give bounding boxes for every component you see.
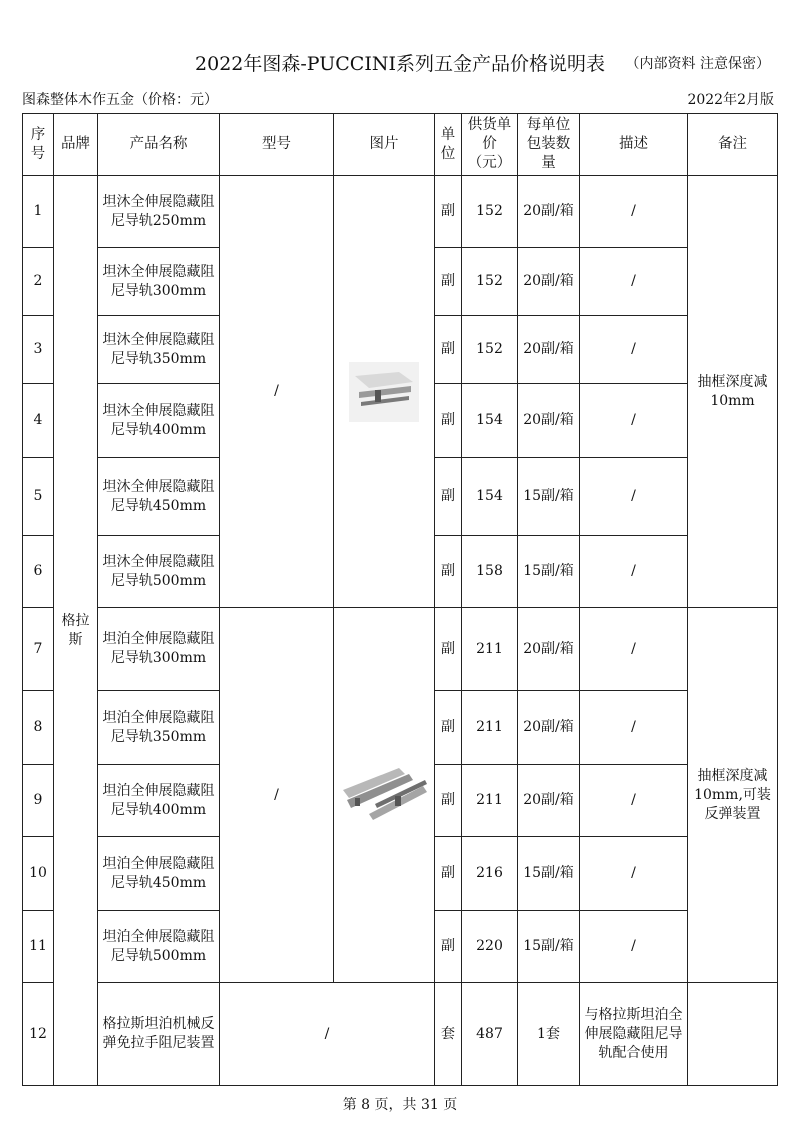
product-name: 坦泊全伸展隐藏阻尼导轨500mm (98, 911, 220, 983)
unit-cell: 副 (435, 837, 462, 911)
product-name: 坦沐全伸展隐藏阻尼导轨350mm (98, 316, 220, 384)
price-cell: 487 (462, 983, 518, 1086)
remark-cell: 抽框深度减10mm,可装反弹装置 (688, 608, 778, 983)
slide-rail-image (339, 760, 429, 830)
description-cell: / (580, 911, 688, 983)
pack-qty-cell: 20副/箱 (518, 316, 580, 384)
table-row (23, 983, 778, 1086)
model-cell: / (220, 608, 334, 983)
confidential-note: （内部资料 注意保密） (625, 56, 770, 72)
row-number: 12 (23, 983, 54, 1086)
price-cell: 152 (462, 316, 518, 384)
row-number: 7 (23, 608, 54, 691)
column-header-product-name: 产品名称 (98, 114, 220, 176)
product-name: 坦沐全伸展隐藏阻尼导轨400mm (98, 384, 220, 458)
description-cell: / (580, 458, 688, 536)
column-header-no: 序号 (23, 114, 54, 176)
row-number: 5 (23, 458, 54, 536)
product-image-cell (334, 608, 435, 983)
description-cell: / (580, 176, 688, 248)
unit-cell: 副 (435, 608, 462, 691)
unit-cell: 副 (435, 536, 462, 608)
column-header-pack-qty: 每单位包装数量 (518, 114, 580, 176)
description-cell: / (580, 248, 688, 316)
column-header-price: 供货单价（元） (462, 114, 518, 176)
model-image-cell: / (220, 983, 435, 1086)
description-cell: / (580, 837, 688, 911)
product-name: 坦沐全伸展隐藏阻尼导轨300mm (98, 248, 220, 316)
unit-cell: 副 (435, 176, 462, 248)
product-image-cell (334, 176, 435, 608)
remark-cell (688, 983, 778, 1086)
price-cell: 154 (462, 458, 518, 536)
pack-qty-cell: 1套 (518, 983, 580, 1086)
table-row (23, 608, 778, 691)
category-label: 图森整体木作五金（价格：元） (22, 92, 218, 108)
unit-cell: 副 (435, 691, 462, 765)
price-cell: 152 (462, 176, 518, 248)
remark-cell: 抽框深度减10mm (688, 176, 778, 608)
column-header-description: 描述 (580, 114, 688, 176)
pack-qty-cell: 20副/箱 (518, 176, 580, 248)
price-cell: 211 (462, 691, 518, 765)
document-title-block (0, 49, 800, 76)
unit-cell: 副 (435, 248, 462, 316)
product-name: 格拉斯坦泊机械反弹免拉手阻尼装置 (98, 983, 220, 1086)
unit-cell: 副 (435, 911, 462, 983)
description-cell: / (580, 765, 688, 837)
pack-qty-cell: 20副/箱 (518, 765, 580, 837)
price-cell: 216 (462, 837, 518, 911)
row-number: 1 (23, 176, 54, 248)
description-cell: / (580, 691, 688, 765)
pack-qty-cell: 20副/箱 (518, 691, 580, 765)
unit-cell: 套 (435, 983, 462, 1086)
row-number: 8 (23, 691, 54, 765)
description-cell: / (580, 608, 688, 691)
price-cell: 152 (462, 248, 518, 316)
unit-cell: 副 (435, 458, 462, 536)
price-cell: 211 (462, 608, 518, 691)
row-number: 2 (23, 248, 54, 316)
edition-label: 2022年2月版 (687, 92, 774, 108)
price-cell: 158 (462, 536, 518, 608)
pack-qty-cell: 20副/箱 (518, 248, 580, 316)
description-cell: / (580, 536, 688, 608)
column-header-remark: 备注 (688, 114, 778, 176)
table-header-row (23, 114, 778, 176)
pack-qty-cell: 20副/箱 (518, 608, 580, 691)
brand-cell: 格拉斯 (54, 176, 98, 1086)
row-number: 6 (23, 536, 54, 608)
model-cell: / (220, 176, 334, 608)
row-number: 11 (23, 911, 54, 983)
description-cell: / (580, 316, 688, 384)
slide-rail-image (349, 362, 419, 422)
column-header-picture: 图片 (334, 114, 435, 176)
page-footer: 第 8 页，共 31 页 (342, 1097, 458, 1113)
unit-cell: 副 (435, 316, 462, 384)
product-name: 坦沐全伸展隐藏阻尼导轨500mm (98, 536, 220, 608)
column-header-unit: 单位 (435, 114, 462, 176)
description-cell: 与格拉斯坦泊全伸展隐藏阻尼导轨配合使用 (580, 983, 688, 1086)
row-number: 10 (23, 837, 54, 911)
table-row (23, 176, 778, 248)
page-title: 2022年图森-PUCCINI系列五金产品价格说明表 (195, 53, 605, 75)
column-header-brand: 品牌 (54, 114, 98, 176)
price-cell: 154 (462, 384, 518, 458)
unit-cell: 副 (435, 384, 462, 458)
price-cell: 211 (462, 765, 518, 837)
product-name: 坦泊全伸展隐藏阻尼导轨450mm (98, 837, 220, 911)
product-name: 坦泊全伸展隐藏阻尼导轨300mm (98, 608, 220, 691)
pack-qty-cell: 15副/箱 (518, 911, 580, 983)
unit-cell: 副 (435, 765, 462, 837)
price-cell: 220 (462, 911, 518, 983)
pack-qty-cell: 15副/箱 (518, 536, 580, 608)
description-cell: / (580, 384, 688, 458)
pack-qty-cell: 20副/箱 (518, 384, 580, 458)
pack-qty-cell: 15副/箱 (518, 458, 580, 536)
price-table (22, 113, 778, 1086)
column-header-model: 型号 (220, 114, 334, 176)
pack-qty-cell: 15副/箱 (518, 837, 580, 911)
product-name: 坦沐全伸展隐藏阻尼导轨450mm (98, 458, 220, 536)
row-number: 9 (23, 765, 54, 837)
row-number: 4 (23, 384, 54, 458)
row-number: 3 (23, 316, 54, 384)
product-name: 坦泊全伸展隐藏阻尼导轨350mm (98, 691, 220, 765)
product-name: 坦沐全伸展隐藏阻尼导轨250mm (98, 176, 220, 248)
product-name: 坦泊全伸展隐藏阻尼导轨400mm (98, 765, 220, 837)
